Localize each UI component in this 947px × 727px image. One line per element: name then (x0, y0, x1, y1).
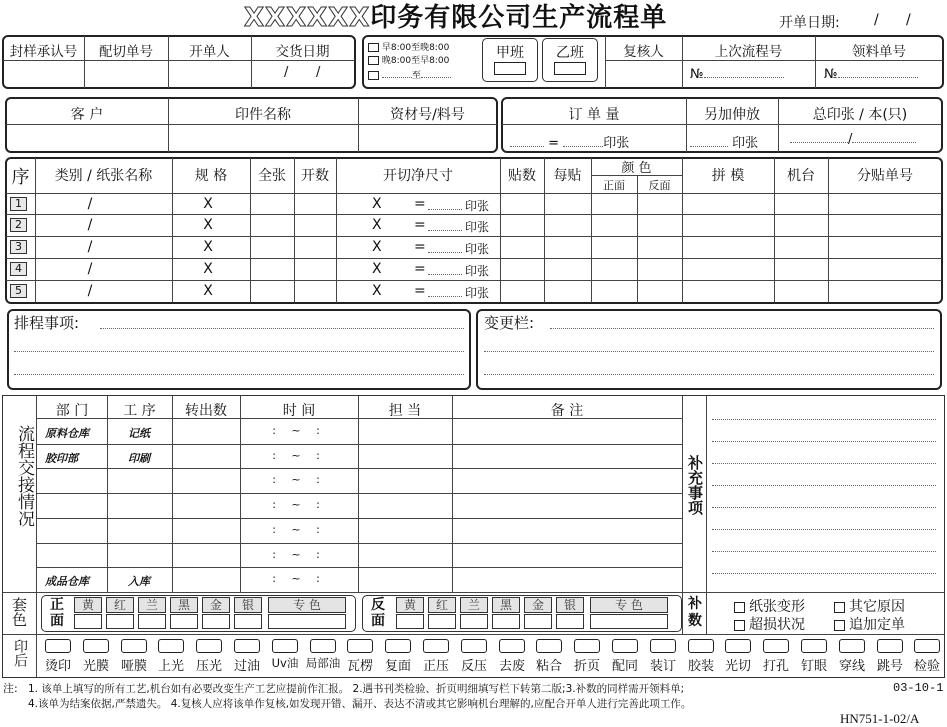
output-header: 转出数 (185, 403, 227, 419)
product-name-field[interactable] (170, 127, 356, 150)
row-number: 1 (10, 197, 27, 211)
footer-line-1: 1. 该单上填写的所有工艺,机台如有必要改变生产工艺应提前作汇报。 2.遇书刊类检验、折页明细填写栏下转第二版;3.补数的同样需开领料单; (28, 683, 685, 695)
full-sheet-header: 全张 (258, 168, 286, 184)
title-text: 印务有限公司生产流程单 (370, 3, 668, 33)
post-label: 上光 (157, 659, 184, 674)
front-ink-input[interactable] (170, 614, 198, 629)
flow-time: : ~ : (272, 572, 326, 585)
spec-x: X (203, 283, 213, 299)
back-ink-0: 黄 (396, 597, 424, 613)
flow-row[interactable] (37, 468, 682, 493)
post-label: 烫印 (44, 659, 71, 674)
team-a-check[interactable] (494, 62, 526, 75)
back-ink-3: 黑 (492, 597, 520, 613)
back-ink-input[interactable] (524, 614, 552, 629)
supplement-field[interactable] (710, 400, 940, 588)
post-label: 正压 (422, 659, 449, 674)
issue-date-label: 开单日期: (779, 15, 840, 31)
post-label: 折页 (573, 659, 600, 674)
size-eq: = (414, 239, 426, 255)
reason-other[interactable]: 其它原因 (834, 596, 905, 616)
post-label: 反压 (460, 659, 487, 674)
prev-flow-label: 上次流程号 (714, 44, 783, 60)
post-label: 复面 (384, 659, 411, 674)
post-label: 打孔 (762, 659, 789, 674)
post-label: 钉眼 (800, 659, 827, 674)
split-no-header: 分贴单号 (857, 168, 913, 184)
post-checkbox[interactable] (801, 639, 827, 653)
remarks-header: 备 注 (550, 403, 584, 419)
post-checkbox[interactable] (234, 639, 260, 653)
flow-time: : ~ : (272, 548, 326, 561)
category-slash: / (87, 217, 93, 233)
post-label: 光膜 (82, 659, 109, 674)
footer-date: 03-10-1 (893, 681, 944, 695)
post-label: 过油 (233, 659, 260, 674)
flow-time: : ~ : (272, 424, 326, 437)
size-x: X (372, 217, 382, 233)
title-mask: XXXXXX (244, 3, 371, 33)
flow-row[interactable] (37, 493, 682, 518)
signatures-header: 贴数 (508, 168, 536, 184)
category-slash: / (87, 283, 93, 299)
post-label: 瓦楞 (346, 659, 373, 674)
post-label: 检验 (913, 659, 940, 674)
shift-night: 晚8:00至早8:00 (368, 53, 449, 66)
category-slash: / (87, 196, 93, 212)
size-sheet-unit: 印张 (465, 286, 490, 300)
post-checkbox[interactable] (347, 639, 373, 653)
spec-x: X (203, 217, 213, 233)
flow-dept: 成品仓库 (45, 575, 89, 588)
front-ink-input[interactable] (106, 614, 134, 629)
post-label: 胶装 (687, 659, 714, 674)
post-checkbox[interactable] (158, 639, 184, 653)
post-checkbox[interactable] (385, 639, 411, 653)
front-header: 正面 (603, 179, 625, 192)
total-calc: / (790, 132, 916, 147)
size-eq: = (414, 217, 426, 233)
shift-day: 早8:00至晚8:00 (368, 40, 449, 53)
post-checkbox[interactable] (877, 639, 903, 653)
flow-row[interactable] (37, 518, 682, 543)
delivery-date-label: 交货日期 (275, 44, 330, 60)
issuer-field[interactable] (170, 62, 250, 87)
material-code-field[interactable] (360, 127, 495, 150)
cutting-no-field[interactable] (86, 62, 167, 87)
order-qty-label: 订 单 量 (568, 107, 620, 123)
seal-approval-field[interactable] (4, 62, 83, 87)
back-ink-2: 兰 (460, 597, 488, 613)
order-qty-calc: = 印张 (510, 132, 629, 151)
shift-custom: 至 (368, 68, 451, 81)
reason-overloss[interactable]: 超损状况 (734, 614, 805, 634)
post-checkbox[interactable] (272, 639, 298, 653)
flow-time: : ~ : (272, 498, 326, 511)
delivery-sep-1: / (284, 65, 289, 80)
flow-process: 印刷 (128, 452, 150, 465)
flow-time: : ~ : (272, 449, 326, 462)
cut-count-header: 开数 (301, 168, 329, 184)
form-code: HN751-1-02/A (840, 711, 920, 726)
back-ink-1: 红 (428, 597, 456, 613)
color-header: 颜 色 (621, 161, 652, 176)
size-sheet-unit: 印张 (465, 220, 490, 234)
delivery-sep-2: / (316, 65, 321, 80)
material-no: № (824, 67, 918, 82)
flow-dept: 原料仓库 (45, 427, 89, 440)
post-checkbox[interactable] (612, 639, 638, 653)
post-label: Uv油 (271, 656, 299, 670)
front-ink-4: 金 (202, 597, 230, 613)
addorder-checkbox[interactable] (834, 620, 845, 631)
back-spot-input[interactable] (590, 614, 668, 629)
post-checkbox[interactable] (574, 639, 600, 653)
supplement-label: 补充事项 (686, 455, 704, 515)
size-x: X (372, 196, 382, 212)
post-checkbox[interactable] (461, 639, 487, 653)
post-label: 穿线 (838, 659, 865, 674)
imposition-header: 拼 模 (711, 168, 745, 184)
front-ink-1: 红 (106, 597, 134, 613)
flow-row[interactable] (37, 543, 682, 568)
customer-field[interactable] (8, 127, 166, 150)
time-header: 时 间 (282, 403, 316, 419)
reason-addorder[interactable]: 追加定单 (834, 614, 905, 634)
post-checkbox[interactable] (83, 639, 109, 653)
front-ink-input[interactable] (202, 614, 230, 629)
shift-day-checkbox[interactable] (368, 43, 379, 52)
row-number: 4 (10, 262, 27, 276)
size-x: X (372, 239, 382, 255)
post-checkbox[interactable] (121, 639, 147, 653)
front-ink-input[interactable] (138, 614, 166, 629)
per-signature-header: 每贴 (553, 168, 582, 184)
post-checkbox[interactable] (725, 639, 751, 653)
machine-header: 机台 (787, 168, 815, 184)
post-checkbox[interactable] (839, 639, 865, 653)
post-checkbox[interactable] (650, 639, 676, 653)
post-checkbox[interactable] (688, 639, 714, 653)
size-eq: = (414, 261, 426, 277)
spec-header: 规 格 (194, 168, 228, 184)
other-checkbox[interactable] (834, 602, 845, 613)
back-ink-input[interactable] (556, 614, 584, 629)
reason-deform[interactable]: 纸张变形 (734, 596, 805, 616)
post-label: 压光 (195, 659, 222, 674)
size-x: X (372, 261, 382, 277)
shift-custom-checkbox[interactable] (368, 71, 379, 80)
category-slash: / (87, 261, 93, 277)
post-label: 跳号 (876, 659, 903, 674)
shift-night-checkbox[interactable] (368, 56, 379, 65)
team-a-label: 甲班 (496, 45, 524, 61)
post-checkbox[interactable] (914, 639, 940, 653)
flow-side-label: 流程交接情况 (14, 425, 34, 527)
deform-checkbox[interactable] (734, 602, 745, 613)
spec-x: X (203, 196, 213, 212)
back-ink-input[interactable] (460, 614, 488, 629)
post-label: 装订 (649, 659, 676, 674)
material-no-label: 领料单号 (852, 44, 906, 60)
spec-x: X (203, 261, 213, 277)
post-checkbox[interactable] (536, 639, 562, 653)
issue-date-sep-2: / (906, 12, 911, 28)
changes-label: 变更栏: (484, 314, 535, 332)
color-side-label: 套色 (10, 597, 28, 627)
flow-time: : ~ : (272, 473, 326, 486)
row-number: 3 (10, 240, 27, 254)
post-checkbox[interactable] (499, 639, 525, 653)
category-header: 类别 / 纸张名称 (54, 168, 153, 184)
prev-flow-no: № (690, 67, 784, 82)
back-ink-input[interactable] (396, 614, 424, 629)
front-ink-input[interactable] (234, 614, 262, 629)
size-eq: = (414, 283, 426, 299)
back-ink-input[interactable] (428, 614, 456, 629)
cutting-no-label: 配切单号 (99, 44, 153, 60)
front-spot-input[interactable] (268, 614, 346, 629)
back-ink-input[interactable] (492, 614, 520, 629)
customer-label: 客 户 (70, 107, 104, 123)
team-b-check[interactable] (554, 62, 586, 75)
team-b-label: 乙班 (556, 45, 584, 61)
post-checkbox[interactable] (423, 639, 449, 653)
row-number: 5 (10, 284, 27, 298)
net-size-header: 开切净尺寸 (383, 168, 453, 184)
flow-time: : ~ : (272, 523, 326, 536)
post-label: 哑膜 (120, 659, 147, 674)
owner-header: 担 当 (388, 403, 422, 419)
issue-date-sep-1: / (874, 12, 879, 28)
footer-line-2: 4.该单为结案依据,严禁遗失。 4.复核人应将该单作复核,如发现开错、漏开、表达不清或其它影响机台理解的,应配合开单人进行完善此项工作。 (28, 698, 692, 710)
seq-header: 序 (11, 167, 30, 188)
back-ink-5: 银 (556, 597, 584, 613)
process-header: 工 序 (123, 403, 156, 419)
post-label: 配同 (611, 659, 638, 674)
post-side-label: 印后 (12, 639, 28, 667)
post-label: 粘合 (535, 659, 562, 674)
size-sheet-unit: 印张 (465, 242, 490, 256)
front-ink-0: 黄 (74, 597, 102, 613)
back-spot-color: 专 色 (590, 597, 668, 613)
front-spot-color: 专 色 (268, 597, 346, 613)
material-code-label: 资材号/料号 (390, 107, 465, 123)
post-label: 局部油 (305, 656, 341, 670)
footer-note-label: 注: (3, 682, 18, 695)
size-x: X (372, 283, 382, 299)
product-name-label: 印件名称 (235, 107, 291, 123)
reviewer-label: 复核人 (623, 44, 664, 60)
spec-x: X (203, 239, 213, 255)
size-sheet-unit: 印张 (465, 199, 490, 213)
changes-box[interactable] (476, 309, 942, 390)
size-eq: = (414, 196, 426, 212)
category-slash: / (87, 239, 93, 255)
total-sheets-label: 总印张 / 本(只) (812, 107, 908, 123)
size-sheet-unit: 印张 (465, 264, 490, 278)
supp-qty-label: 补数 (688, 596, 702, 629)
dept-header: 部 门 (55, 403, 89, 419)
extra-label: 另加伸放 (704, 107, 760, 123)
flow-dept: 胶印部 (45, 452, 78, 465)
seal-approval-label: 封样承认号 (9, 44, 78, 60)
row-number: 2 (10, 218, 27, 232)
post-checkbox[interactable] (763, 639, 789, 653)
form-title (244, 0, 667, 34)
overloss-checkbox[interactable] (734, 620, 745, 631)
post-checkbox[interactable] (45, 639, 71, 653)
front-color-label: 正面 (50, 597, 64, 629)
back-ink-4: 金 (524, 597, 552, 613)
post-label: 光切 (724, 659, 751, 674)
front-ink-3: 黑 (170, 597, 198, 613)
flow-process: 入库 (128, 575, 150, 588)
front-ink-5: 银 (234, 597, 262, 613)
extra-calc: 印张 (690, 132, 758, 151)
post-checkbox[interactable] (196, 639, 222, 653)
schedule-label: 排程事项: (14, 314, 80, 332)
post-checkbox[interactable] (310, 639, 336, 653)
back-header: 反面 (648, 179, 671, 192)
post-label: 去废 (498, 659, 525, 674)
issuer-label: 开单人 (189, 44, 230, 60)
front-ink-2: 兰 (138, 597, 166, 613)
back-color-label: 反面 (371, 597, 385, 629)
front-ink-input[interactable] (74, 614, 102, 629)
flow-process: 记纸 (128, 427, 150, 440)
delivery-date-field[interactable] (253, 62, 353, 87)
